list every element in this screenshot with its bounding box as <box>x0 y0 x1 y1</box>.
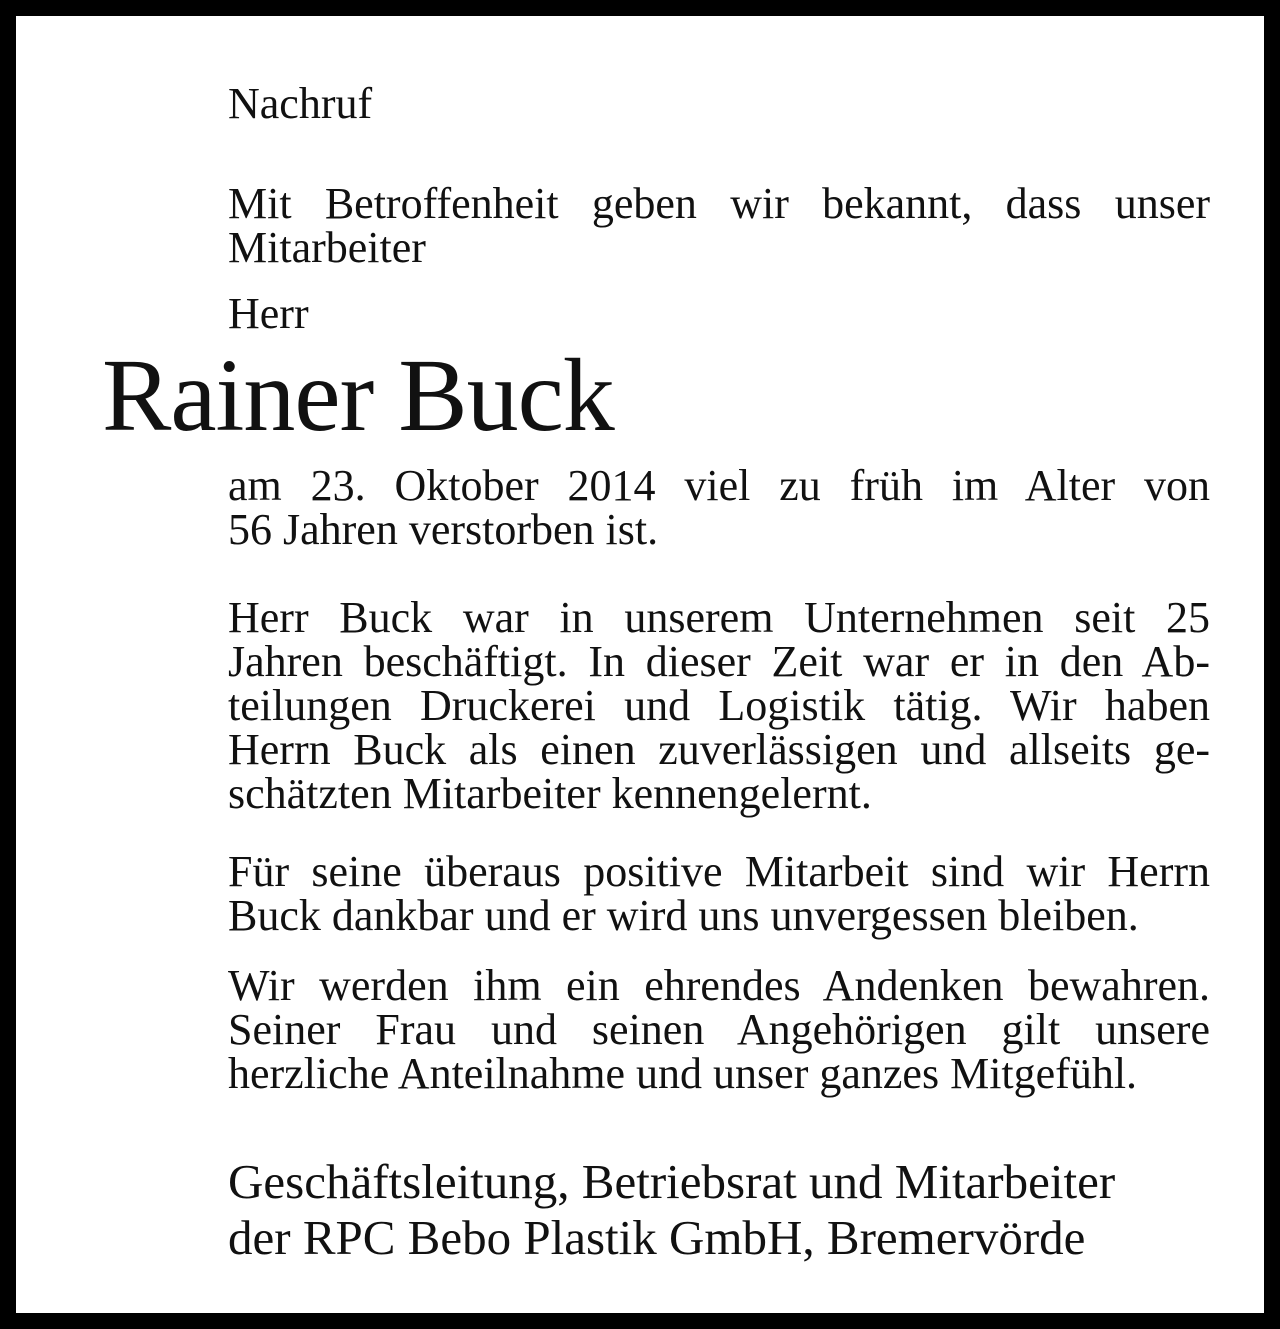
intro-line: Mitarbeiter <box>228 223 426 272</box>
paragraph-line: Für seine überaus positive Mitarbeit sind wir Herrn <box>228 847 1210 896</box>
paragraph-line: Seiner Frau und seinen Angehörigen gilt unsere <box>228 1005 1210 1054</box>
signature-line: der RPC Bebo Plastik GmbH, Bremervörde <box>228 1210 1086 1265</box>
paragraph-employment <box>228 593 1210 818</box>
paragraph-line: Wir werden ihm ein ehrendes Andenken bewahren. <box>228 961 1210 1010</box>
death-line: am 23. Oktober 2014 viel zu früh im Alter von <box>228 461 1210 510</box>
paragraph-gratitude <box>228 847 1210 940</box>
paragraph-line: Herr Buck war in unserem Unternehmen seit 25 <box>228 593 1210 642</box>
signature-line: Geschäftsleitung, Betriebsrat und Mitarbeiter <box>228 1154 1116 1209</box>
paragraph-line: herzliche Anteilnahme und unser ganzes Mitgefühl. <box>228 1049 1138 1098</box>
salutation: Herr <box>228 289 309 338</box>
paragraph-line: Buck dankbar und er wird uns unvergessen bleiben. <box>228 891 1139 940</box>
intro-text <box>228 179 1210 272</box>
deceased-name: Rainer Buck <box>102 338 614 453</box>
paragraph-line: schätzten Mitarbeiter kennengelernt. <box>228 769 872 818</box>
paragraph-condolence <box>228 961 1210 1098</box>
death-line: 56 Jahren verstorben ist. <box>228 505 659 554</box>
paragraph-line: teilungen Druckerei und Logistik tätig. Wir haben <box>228 681 1210 730</box>
death-text <box>228 461 1210 554</box>
paragraph-line: Herrn Buck als einen zuverlässigen und allseits ge- <box>228 725 1210 774</box>
paragraph-line: Jahren beschäftigt. In dieser Zeit war er in den Ab- <box>228 637 1210 686</box>
intro-line: Mit Betroffenheit geben wir bekannt, dass unser <box>228 179 1210 228</box>
heading: Nachruf <box>228 79 373 128</box>
signature <box>228 1154 1228 1266</box>
